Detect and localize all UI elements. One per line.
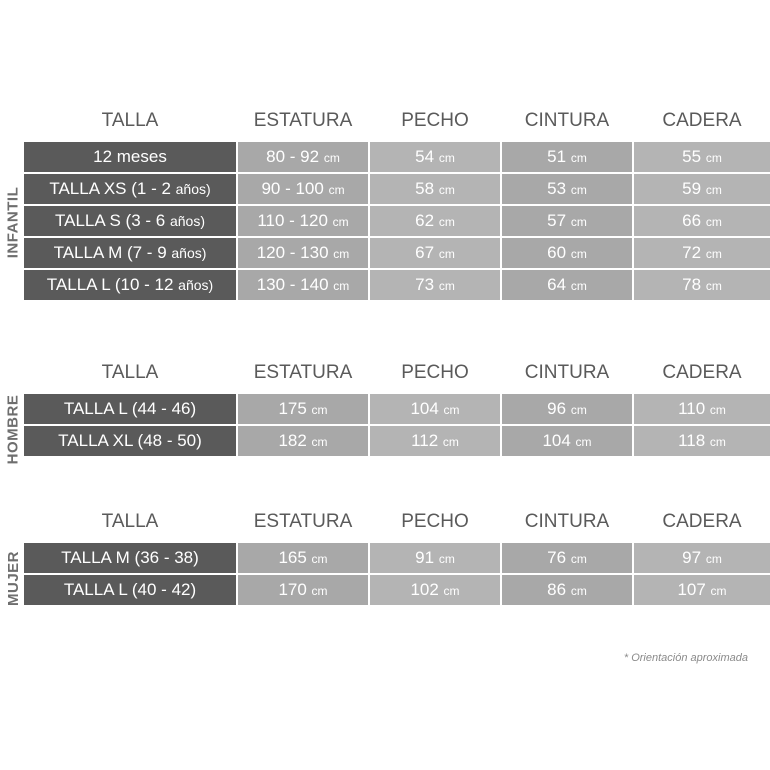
cintura-unit: cm [570, 183, 587, 197]
column-header-cintura: CINTURA [524, 511, 610, 532]
cell-cintura [502, 174, 632, 204]
table-row [24, 426, 770, 456]
cell-estatura [238, 206, 368, 236]
cell-cintura [502, 206, 632, 236]
cintura-value: 57 [547, 211, 567, 230]
cell-estatura [238, 238, 368, 268]
column-header-talla: TALLA [101, 362, 159, 383]
section-hombre [0, 356, 770, 464]
column-header-cintura: CINTURA [524, 110, 610, 131]
cadera-unit: cm [705, 552, 722, 566]
pecho-value: 91 [415, 548, 435, 567]
cadera-unit: cm [709, 435, 726, 449]
cadera-value: 78 [682, 275, 702, 294]
cell-pecho [370, 426, 500, 456]
talla-age: años) [169, 213, 205, 229]
table-row [24, 270, 770, 300]
table-header-row [24, 358, 770, 392]
cell-talla: TALLA XL (48 - 50) [24, 426, 236, 456]
table-mujer [22, 505, 770, 607]
column-header-pecho: PECHO [401, 110, 469, 131]
table-hombre [22, 356, 770, 458]
cell-pecho [370, 270, 500, 300]
cintura-value: 51 [547, 147, 567, 166]
estatura-unit: cm [328, 183, 345, 197]
table-row [24, 238, 770, 268]
cadera-value: 110 [678, 399, 706, 418]
cell-estatura [238, 394, 368, 424]
estatura-value: 130 - 140 [256, 275, 329, 294]
table-row [24, 543, 770, 573]
table-row [24, 174, 770, 204]
pecho-unit: cm [438, 279, 455, 293]
estatura-value: 170 [278, 580, 307, 599]
estatura-value: 182 [278, 431, 307, 450]
pecho-value: 104 [410, 399, 439, 418]
estatura-unit: cm [332, 215, 349, 229]
section-infantil [0, 104, 770, 302]
column-header-estatura: ESTATURA [253, 511, 353, 532]
table-infantil [22, 104, 770, 302]
cell-pecho [370, 575, 500, 605]
column-header-estatura: ESTATURA [253, 362, 353, 383]
cintura-value: 76 [547, 548, 567, 567]
cell-talla [24, 142, 236, 172]
pecho-unit: cm [443, 403, 460, 417]
estatura-unit: cm [311, 584, 328, 598]
estatura-value: 90 - 100 [261, 179, 324, 198]
cadera-unit: cm [705, 215, 722, 229]
cadera-unit: cm [710, 584, 727, 598]
cell-estatura [238, 270, 368, 300]
cell-estatura [238, 543, 368, 573]
cadera-value: 107 [677, 580, 706, 599]
pecho-value: 54 [415, 147, 435, 166]
cintura-value: 53 [547, 179, 567, 198]
column-header-cadera: CADERA [662, 511, 742, 532]
cintura-unit: cm [570, 247, 587, 261]
cintura-unit: cm [570, 151, 587, 165]
cell-cadera [634, 270, 770, 300]
cintura-value: 96 [547, 399, 567, 418]
estatura-unit: cm [311, 435, 328, 449]
pecho-value: 102 [410, 580, 439, 599]
talla-main: TALLA M (7 - 9 [53, 243, 172, 262]
pecho-value: 73 [415, 275, 435, 294]
pecho-value: 58 [415, 179, 435, 198]
cell-pecho [370, 142, 500, 172]
talla-age: años) [178, 277, 214, 293]
cell-cintura [502, 426, 632, 456]
cadera-value: 66 [682, 211, 702, 230]
column-header-pecho: PECHO [401, 511, 469, 532]
table-row [24, 575, 770, 605]
cintura-unit: cm [570, 403, 587, 417]
cell-talla: TALLA L (44 - 46) [24, 394, 236, 424]
footnote: * Orientación aproximada [623, 652, 748, 664]
talla-main: TALLA S (3 - 6 [55, 211, 170, 230]
pecho-unit: cm [438, 215, 455, 229]
table-header-row [24, 106, 770, 140]
cadera-unit: cm [705, 151, 722, 165]
cell-pecho [370, 543, 500, 573]
cell-cadera [634, 426, 770, 456]
pecho-value: 62 [415, 211, 435, 230]
cadera-value: 55 [682, 147, 702, 166]
pecho-unit: cm [442, 435, 459, 449]
cintura-unit: cm [570, 215, 587, 229]
cintura-value: 64 [547, 275, 567, 294]
cell-cadera [634, 142, 770, 172]
pecho-unit: cm [438, 247, 455, 261]
column-header-estatura: ESTATURA [253, 110, 353, 131]
talla-age: años) [175, 181, 211, 197]
column-header-talla: TALLA [101, 511, 159, 532]
pecho-unit: cm [438, 183, 455, 197]
cell-cadera [634, 394, 770, 424]
cell-cadera [634, 575, 770, 605]
cell-estatura [238, 575, 368, 605]
pecho-unit: cm [438, 552, 455, 566]
estatura-value: 175 [278, 399, 307, 418]
table-row [24, 394, 770, 424]
talla-age: años) [171, 245, 207, 261]
cintura-value: 104 [542, 431, 571, 450]
section-label-infantil-text: INFANTIL [4, 186, 22, 258]
cell-cintura [502, 543, 632, 573]
estatura-unit: cm [311, 403, 328, 417]
column-header-cadera: CADERA [662, 110, 742, 131]
cell-talla [24, 206, 236, 236]
cadera-value: 72 [682, 243, 702, 262]
cell-cintura [502, 238, 632, 268]
section-mujer [0, 505, 770, 607]
cell-talla [24, 174, 236, 204]
cell-cintura [502, 575, 632, 605]
cell-talla: TALLA L (40 - 42) [24, 575, 236, 605]
section-label-mujer-text: MUJER [4, 550, 22, 606]
cintura-value: 86 [547, 580, 567, 599]
estatura-value: 110 - 120 [257, 211, 328, 230]
section-label-hombre-text: HOMBRE [4, 394, 22, 464]
section-label-infantil [0, 142, 26, 302]
cell-pecho [370, 238, 500, 268]
estatura-unit: cm [333, 247, 350, 261]
estatura-unit: cm [323, 151, 340, 165]
cell-talla [24, 238, 236, 268]
cadera-unit: cm [709, 403, 726, 417]
cell-cadera [634, 206, 770, 236]
cell-cadera [634, 238, 770, 268]
cintura-unit: cm [570, 279, 587, 293]
pecho-value: 67 [415, 243, 435, 262]
cell-cintura [502, 394, 632, 424]
cadera-value: 59 [682, 179, 702, 198]
cell-estatura [238, 426, 368, 456]
cadera-value: 118 [678, 431, 706, 450]
cell-cadera [634, 543, 770, 573]
cell-cadera [634, 174, 770, 204]
talla-main: TALLA XS (1 - 2 [49, 179, 176, 198]
table-row [24, 142, 770, 172]
table-header-row [24, 507, 770, 541]
column-header-cadera: CADERA [662, 362, 742, 383]
cell-pecho [370, 394, 500, 424]
cell-cintura [502, 270, 632, 300]
cell-cintura [502, 142, 632, 172]
pecho-unit: cm [438, 151, 455, 165]
cintura-unit: cm [575, 435, 592, 449]
cell-pecho [370, 206, 500, 236]
cintura-unit: cm [570, 552, 587, 566]
cell-talla: TALLA M (36 - 38) [24, 543, 236, 573]
cadera-unit: cm [705, 247, 722, 261]
column-header-cintura: CINTURA [524, 362, 610, 383]
cell-estatura [238, 142, 368, 172]
table-row [24, 206, 770, 236]
column-header-talla: TALLA [101, 110, 159, 131]
cell-estatura [238, 174, 368, 204]
estatura-unit: cm [311, 552, 328, 566]
talla-main: TALLA L (10 - 12 [46, 275, 179, 294]
pecho-value: 112 [411, 431, 439, 450]
cintura-unit: cm [570, 584, 587, 598]
section-label-mujer [0, 541, 26, 615]
cell-talla [24, 270, 236, 300]
estatura-value: 80 - 92 [266, 147, 320, 166]
estatura-unit: cm [333, 279, 350, 293]
estatura-value: 120 - 130 [256, 243, 329, 262]
column-header-pecho: PECHO [401, 362, 469, 383]
cell-pecho [370, 174, 500, 204]
talla-main: 12 meses [93, 147, 167, 166]
cadera-unit: cm [705, 183, 722, 197]
pecho-unit: cm [443, 584, 460, 598]
cadera-value: 97 [682, 548, 702, 567]
cadera-unit: cm [705, 279, 722, 293]
cintura-value: 60 [547, 243, 567, 262]
section-label-hombre [0, 392, 26, 466]
estatura-value: 165 [278, 548, 307, 567]
